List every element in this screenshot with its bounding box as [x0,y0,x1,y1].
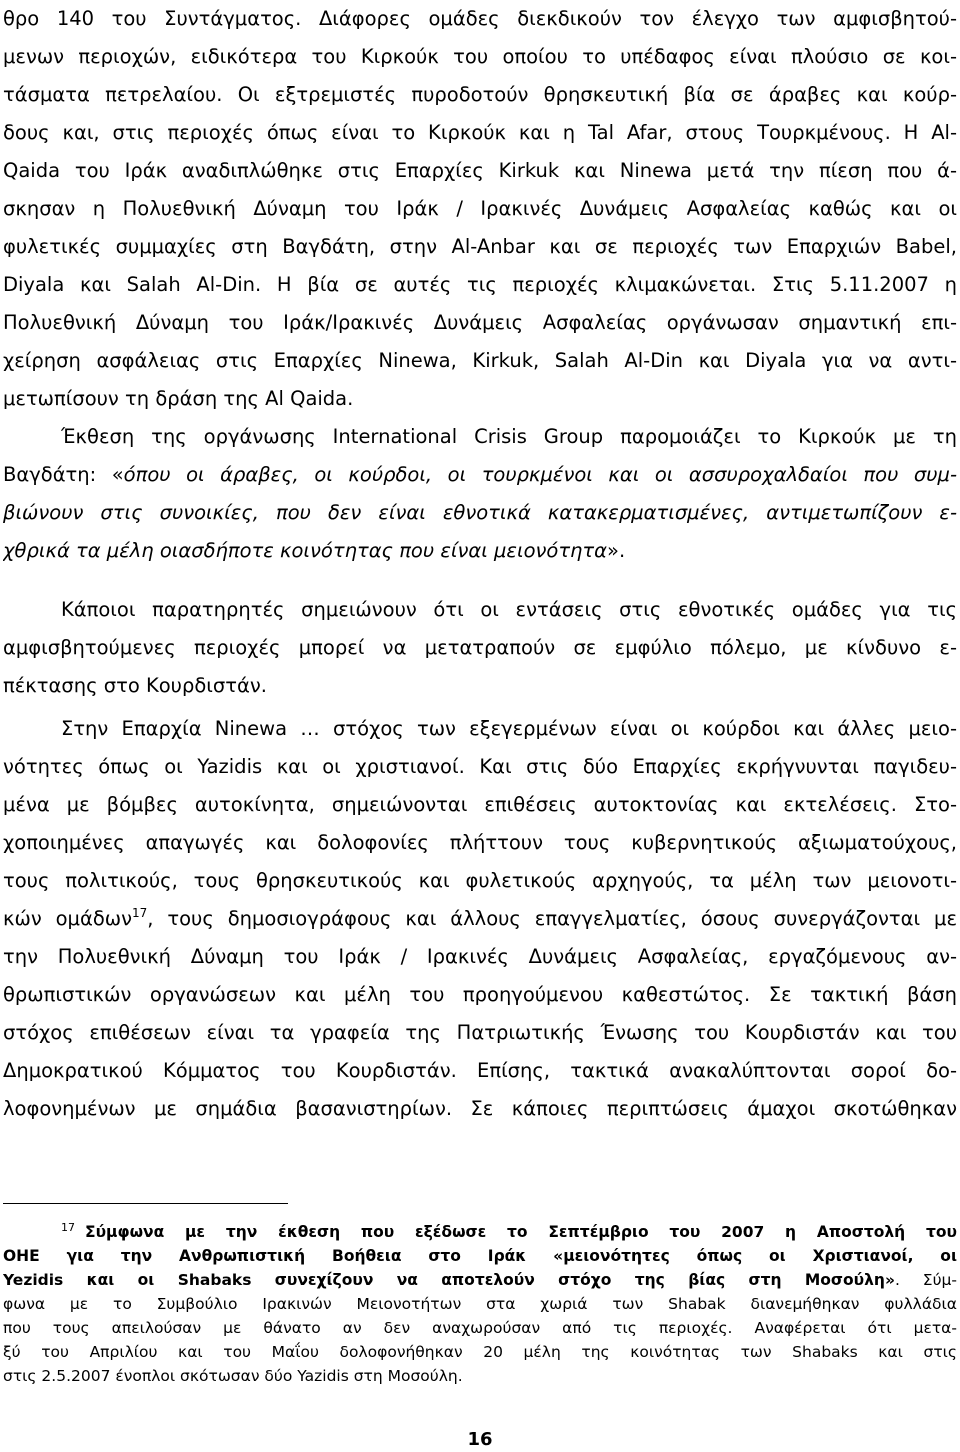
body-line: δους και, στις περιοχές όπως είναι το Κιρκούκ και η Tal Afar, στους Τουρκμένους. Η Al- [3,121,957,144]
footnote-reference[interactable]: 17 [131,906,148,920]
text-span: κών ομάδων [3,907,132,930]
text-span: Βαγδάτη: « [3,463,124,486]
body-line: μενων περιοχών, ειδικότερα του Κιρκούκ του οποίου το υπέδαφος είναι πλούσιο σε κοι- [3,45,957,68]
body-line: λοφονημένων με σημάδια βασανιστηρίων. Σε κάποιες περιπτώσεις άμαχοι σκοτώθηκαν [3,1097,957,1120]
body-line: μετωπίσουν τη δράση της Al Qaida. [3,387,354,410]
body-line: Κάποιοι παρατηρητές σημειώνουν ότι οι εντάσεις στις εθνοτικές ομάδες για τις [61,598,957,621]
footnote-line: που τους απειλούσαν με θάνατο αν δεν αναχωρούσαν από τις περιοχές. Αναφέρεται ότι μετα- [3,1319,957,1337]
text-span: . Σύμ- [894,1271,957,1289]
body-line: τάσματα πετρελαίου. Οι εξτρεμιστές πυροδοτούν θρησκευτική βία σε άραβες και κούρ- [3,83,957,106]
quote-italic: χθρικά τα μέλη οιασδήποτε κοινότητας που είναι μειονότητα [3,539,608,562]
page-number: 16 [467,1429,493,1450]
body-line: νότητες όπως οι Yazidis και οι χριστιανοί. Και στις δύο Επαρχίες εκρήγνυνται παγιδευ- [3,755,957,778]
body-line [3,904,957,934]
quote-italic: όπου οι άραβες, οι κούρδοι, οι τουρκμένοι και οι ασσυροχαλδαίοι που συμ- [123,463,957,486]
body-line: χοποιημένες απαγωγές και δολοφονίες πλήττουν τους κυβερνητικούς αξιωματούχους, [3,831,957,854]
footnote-line [61,1220,957,1244]
text-span: ». [607,539,626,562]
body-line: Πολυεθνική Δύναμη του Ιράκ/Ιρακινές Δυνάμεις Ασφαλείας οργάνωσαν σημαντική επι- [3,311,957,334]
body-line: χείρηση ασφάλειας στις Επαρχίες Ninewa, Kirkuk, Salah Al-Din και Diyala για να αντι- [3,349,957,372]
body-line: Δημοκρατικού Κόμματος του Κουρδιστάν. Επίσης, τακτικά ανακαλύπτονται σοροί δο- [3,1059,957,1082]
body-line: Στην Επαρχία Ninewa … στόχος των εξεγερμένων είναι οι κούρδοι και άλλες μειο- [61,717,957,740]
body-line: μένα με βόμβες αυτοκίνητα, σημειώνονται επιθέσεις αυτοκτονίας και εκτελέσεις. Στο- [3,793,957,816]
body-line: θρωπιστικών οργανώσεων και μέλη του προηγούμενου καθεστώτος. Σε τακτική βάση [3,983,957,1006]
body-line [3,498,957,528]
footnote-line: ξύ του Απριλίου και του Μαΐου δολοφονήθηκαν 20 μέλη της κοινότητας των Shabaks και στις [3,1343,957,1361]
footnote-line [3,1268,957,1292]
body-line: φυλετικές συμμαχίες στη Βαγδάτη, στην Al-Anbar και σε περιοχές των Επαρχιών Babel, [3,235,957,258]
footnote-line [3,1244,957,1268]
footnote-separator [3,1203,288,1204]
quote-italic: βιώνουν στις συνοικίες, που δεν είναι εθνοτικά κατακερματισμένες, αντιμετωπίζουν ε- [3,501,957,524]
footnote-line: στις 2.5.2007 ένοπλοι σκότωσαν δύο Yazidis στη Μοσούλη. [3,1367,463,1385]
body-line: στόχος επιθέσεων είναι τα γραφεία της Πατριωτικής Ένωσης του Κουρδιστάν και του [3,1021,957,1044]
footnote-line: φωνα με το Συμβούλιο Ιρακινών Μειονοτήτων στα χωριά των Shabak διανεμήθηκαν φυλλάδια [3,1295,957,1313]
body-line: πέκτασης στο Κουρδιστάν. [3,674,267,697]
text-span: , τους δημοσιογράφους και άλλους επαγγελματίες, όσους συνεργάζονται με [147,907,957,930]
body-line [3,460,957,490]
body-line: την Πολυεθνική Δύναμη του Ιράκ / Ιρακινές Δυνάμεις Ασφαλείας, εργαζόμενους αν- [3,945,957,968]
body-line: τους πολιτικούς, τους θρησκευτικούς και φυλετικούς αρχηγούς, τα μέλη των μειονοτι- [3,869,957,892]
footnote-bold-text: Yezidis και οι Shabaks συνεχίζουν να αποτελούν στόχο της βίας στη Μοσούλη» [3,1271,895,1289]
footnote-number: 17 [61,1221,75,1234]
body-line: Έκθεση της οργάνωσης International Crisis Group παρομοιάζει το Κιρκούκ με τη [61,425,957,448]
body-line: αμφισβητούμενες περιοχές μπορεί να μετατραπούν σε εμφύλιο πόλεμο, με κίνδυνο ε- [3,636,957,659]
body-line: θρο 140 του Συντάγματος. Διάφορες ομάδες διεκδικούν τον έλεγχο των αμφισβητού- [3,7,957,30]
footnote-bold-text: Σύμφωνα με την έκθεση που εξέδωσε το Σεπτέμβριο του 2007 η Αποστολή του [85,1223,957,1241]
body-line: σκησαν η Πολυεθνική Δύναμη του Ιράκ / Ιρακινές Δυνάμεις Ασφαλείας καθώς και οι [3,197,957,220]
body-line: Qaida του Ιράκ αναδιπλώθηκε στις Επαρχίες Kirkuk και Ninewa μετά την πίεση που ά- [3,159,957,182]
footnote-bold-text: ΟΗΕ για την Ανθρωπιστική Βοήθεια στο Ιράκ «μειονότητες όπως οι Χριστιανοί, οι [3,1247,957,1265]
body-line [3,536,957,566]
body-line: Diyala και Salah Al-Din. Η βία σε αυτές τις περιοχές κλιμακώνεται. Στις 5.11.2007 η [3,273,957,296]
